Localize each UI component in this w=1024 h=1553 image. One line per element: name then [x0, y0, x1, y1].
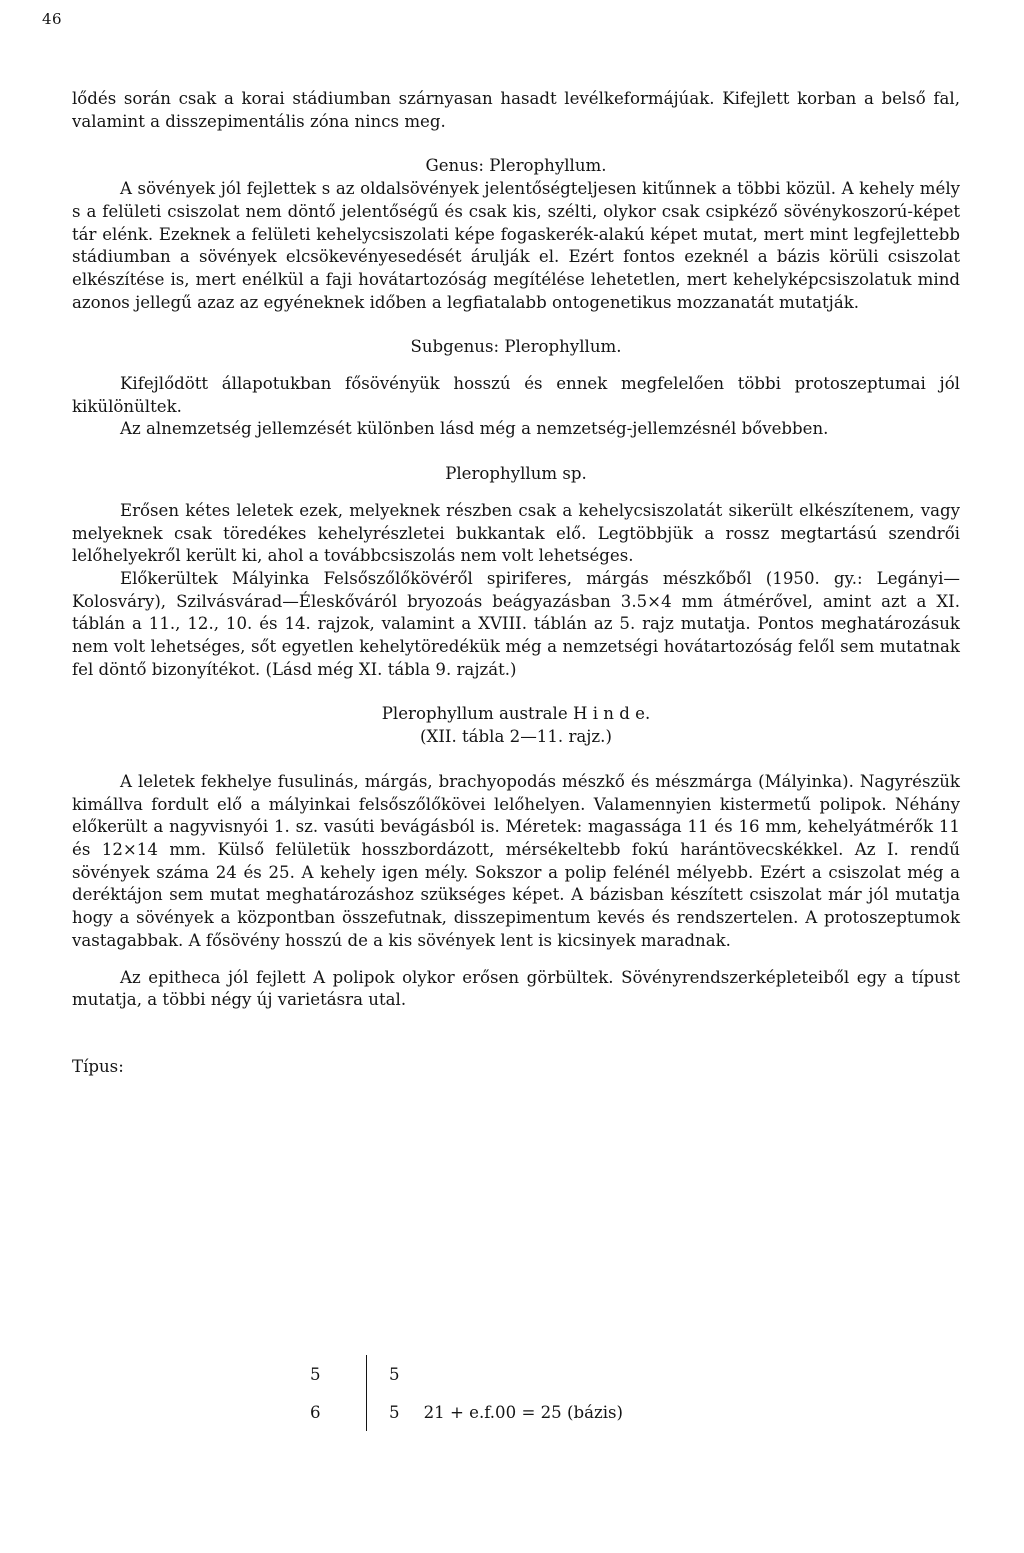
- formula-row-2-right-cell: [366, 1393, 623, 1431]
- heading-subgenus: Subgenus: Plerophyllum.: [410, 337, 622, 357]
- paragraph-continuation: lődés során csak a korai stádiumban szárnyasan hasadt levélkeformájúak. Kifejlett korban a belső fal, valamint a disszepimentális zóna nincs meg.: [72, 89, 960, 131]
- label-tipus: Típus:: [72, 1056, 124, 1076]
- formula-row-1-right: 5: [389, 1364, 400, 1384]
- formula-row-2-extra: 21 + e.f.00 = 25 (bázis): [423, 1402, 624, 1422]
- paragraph-genus-description: A sövények jól fejlettek s az oldalsövények jelentőségteljesen kitűnnek a többi közül. A kehely mély s a felületi csiszolat nem döntő jelentőségű és csak kis, szélti, olykor csak csipkéző sövénykoszorú-képet tár elénk. Ezeknek a felületi kehelycsiszolati képe fogaskerék-alakú képet mutat, mert mint legfejlettebb stádiumban a sövények elcsökevényesedését árulják el. Ezért fontos ezeknél a bázis körüli csiszolat elkészítése is, mert enélkül a faji hovátartozóság megítélése lehetetlen, mert kehelyképcsiszolatuk mind azonos jellegű azaz az egyéneknek időben a legfiatalabb ontogenetikus mozzanatát mutatják.: [72, 179, 960, 312]
- septal-formula: [306, 1355, 623, 1431]
- formula-row-2-left: 6: [310, 1402, 321, 1422]
- paragraph-subgenus-1: Kifejlődött állapotukban fősövényük hosszú és ennek megfelelően többi protoszeptumai jól kikülönültek.: [72, 374, 960, 416]
- formula-row-2-right: 5: [389, 1402, 400, 1422]
- formula-row-1: [306, 1355, 623, 1393]
- page-number: 46: [42, 10, 63, 28]
- heading-species-australe: Plerophyllum australe H i n d e.: [381, 704, 651, 724]
- formula-row-1-left: 5: [310, 1364, 321, 1384]
- paragraph-australe-description: A leletek fekhelye fusulinás, márgás, brachyopodás mészkő és mészmárga (Mályinka). Nagyrészük kimállva fordult elő a mályinkai felsőszőlőkövei lelőhelyen. Valamennyien kistermetű polipok. Néhány előkerült a nagyvisnyói 1. sz. vasúti bevágásból is. Méretek: magassága 11 és 16 mm, kehelyátmérők 11 és 12×14 mm. Külső felületük hosszbordázott, mérsékeltebb fokú harántövecskékkel. Az I. rendű sövények száma 24 és 25. A kehely igen mély. Sokszor a polip felénél mélyebb. Ezért a csiszolat még a deréktájon sem mutat meghatározáshoz szükséges képet. A bázisban készített csiszolat már jól mutatja hogy a sövények a központban összefutnak, disszepimentum kevés és rendszertelen. A protoszeptumok vastagabbak. A fősövény hosszú de a kis sövények lent is kicsinyek maradnak.: [72, 771, 960, 950]
- heading-species-sp: Plerophyllum sp.: [445, 464, 587, 484]
- body-text: [72, 88, 960, 1079]
- paragraph-species-sp-1: Erősen kétes leletek ezek, melyeknek részben csak a kehelycsiszolatát sikerült elkészítenem, vagy melyeknek csak töredékes kehelyrészletei bukkantak elő. Legtöbbjük a rossz megtartású szendrői lelőhelyekről került ki, ahol a továbbcsiszolás nem volt lehetséges.: [72, 500, 960, 566]
- subheading-plate-reference: (XII. tábla 2—11. rajz.): [420, 727, 612, 747]
- paragraph-australe-epitheca: Az epitheca jól fejlett A polipok olykor erősen görbültek. Sövényrendszerképleteiből egy a típust mutatja, a többi négy új varietásra utal.: [72, 967, 960, 1010]
- heading-genus: Genus: Plerophyllum.: [425, 156, 607, 176]
- formula-row-2: [306, 1393, 623, 1431]
- formula-row-1-right-cell: [366, 1355, 400, 1393]
- paragraph-subgenus-2: Az alnemzetség jellemzését különben lásd még a nemzetség-jellemzésnél bővebben.: [120, 419, 829, 439]
- paragraph-species-sp-2: Előkerültek Mályinka Felsőszőlőkövéről spiriferes, márgás mészkőből (1950. gy.: Legányi—Kolosváry), Szilvásvárad—Éleskőváról bryozoás beágyazásban 3.5×4 mm átmérővel, amint azt a XI. táblán a 11., 12., 10. és 14. rajzok, valamint a XVIII. táblán az 5. rajz mutatja. Pontos meghatározásuk nem volt lehetséges, sőt egyetlen kehelytöredékük még a nemzetségi hovátartozóság felől sem mutatnak fel döntő bizonyítékot. (Lásd még XI. tábla 9. rajzát.): [72, 568, 960, 679]
